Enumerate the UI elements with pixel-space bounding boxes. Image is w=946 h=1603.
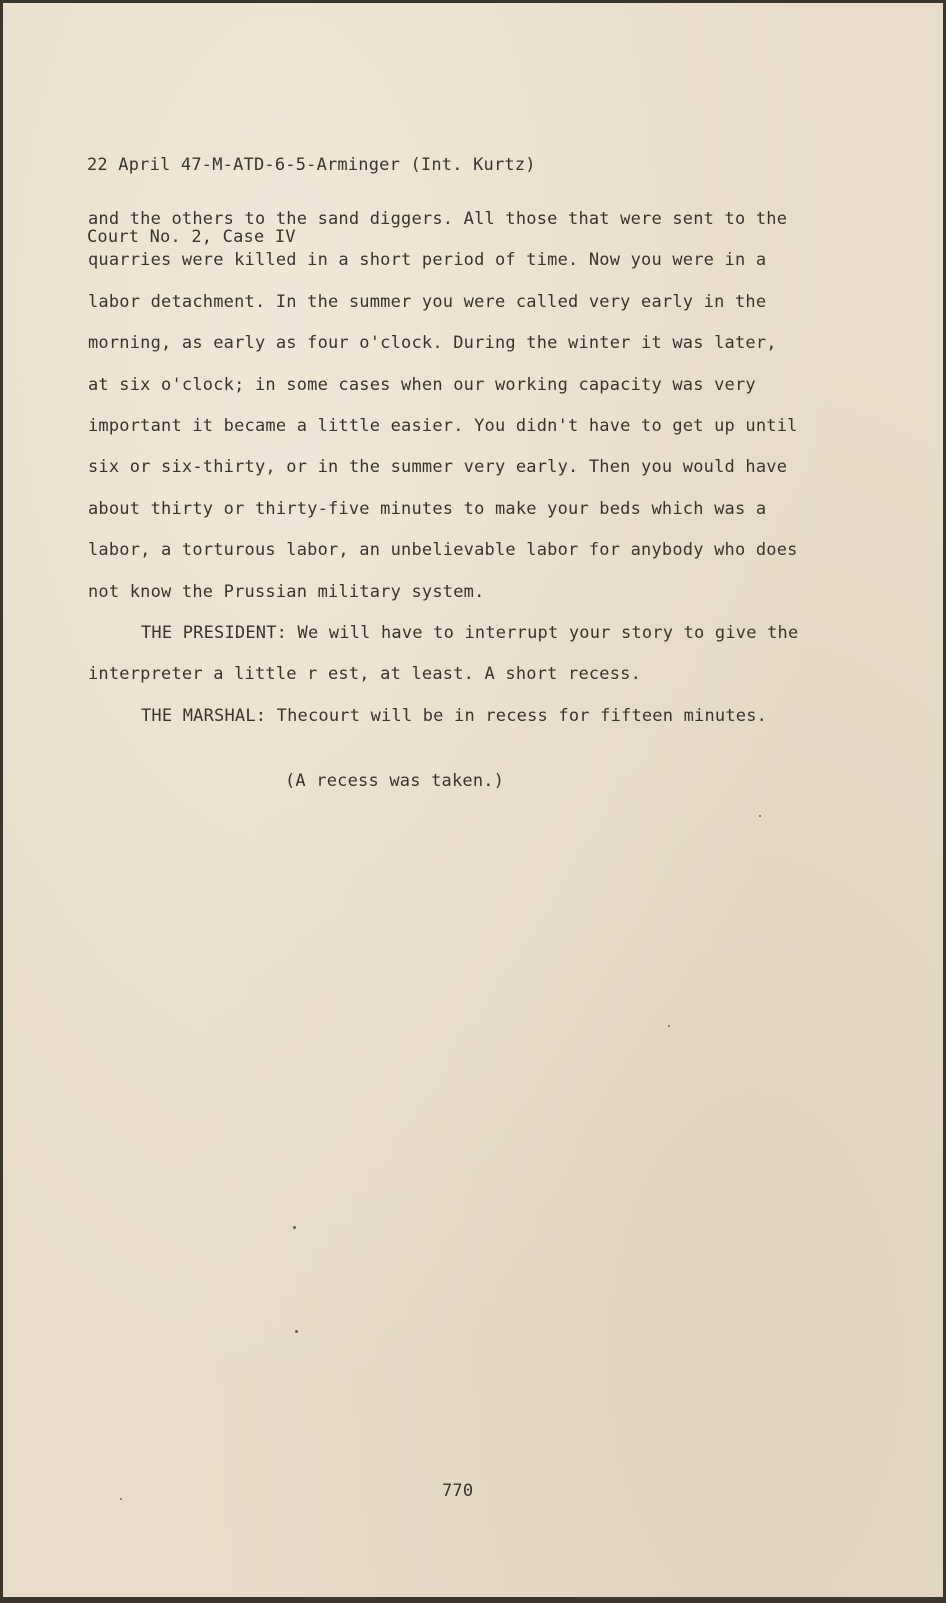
header-line-2: Court No. 2, Case IV xyxy=(87,227,296,247)
paper-speck xyxy=(120,1498,122,1500)
paper-speck xyxy=(668,1025,670,1027)
document-page xyxy=(3,3,943,1597)
transcript-line: labor detachment. In the summer you were called very early in the xyxy=(88,291,767,312)
transcript-line: quarries were killed in a short period of time. Now you were in a xyxy=(88,250,767,271)
transcript-line: and the others to the sand diggers. All those that were sent to the xyxy=(88,209,788,229)
transcript-line: labor, a torturous labor, an unbelievable labor for anybody who does xyxy=(88,540,798,561)
page-number: 770 xyxy=(442,1481,474,1501)
recess-note: (A recess was taken.) xyxy=(285,771,505,791)
header-line-1: 22 April 47-M-ATD-6-5-Arminger (Int. Kurtz) xyxy=(87,155,536,175)
transcript-line: at six o'clock; in some cases when our working capacity was very xyxy=(88,374,756,395)
paper-speck xyxy=(293,1226,296,1229)
transcript-line: not know the Prussian military system. xyxy=(88,581,485,602)
transcript-line: about thirty or thirty-five minutes to make your beds which was a xyxy=(88,498,767,519)
transcript-body xyxy=(88,207,799,745)
transcript-line: important it became a little easier. You didn't have to get up until xyxy=(88,415,798,436)
transcript-line: interpreter a little r est, at least. A short recess. xyxy=(88,664,642,685)
marshal-statement: THE MARSHAL: Thecourt will be in recess for fifteen minutes. xyxy=(141,705,768,726)
transcript-line: morning, as early as four o'clock. During the winter it was later, xyxy=(88,333,777,354)
president-statement: THE PRESIDENT: We will have to interrupt your story to give the xyxy=(141,622,799,643)
transcript-line: six or six-thirty, or in the summer very early. Then you would have xyxy=(88,457,788,478)
paper-speck xyxy=(759,815,761,817)
paper-speck xyxy=(295,1330,298,1333)
